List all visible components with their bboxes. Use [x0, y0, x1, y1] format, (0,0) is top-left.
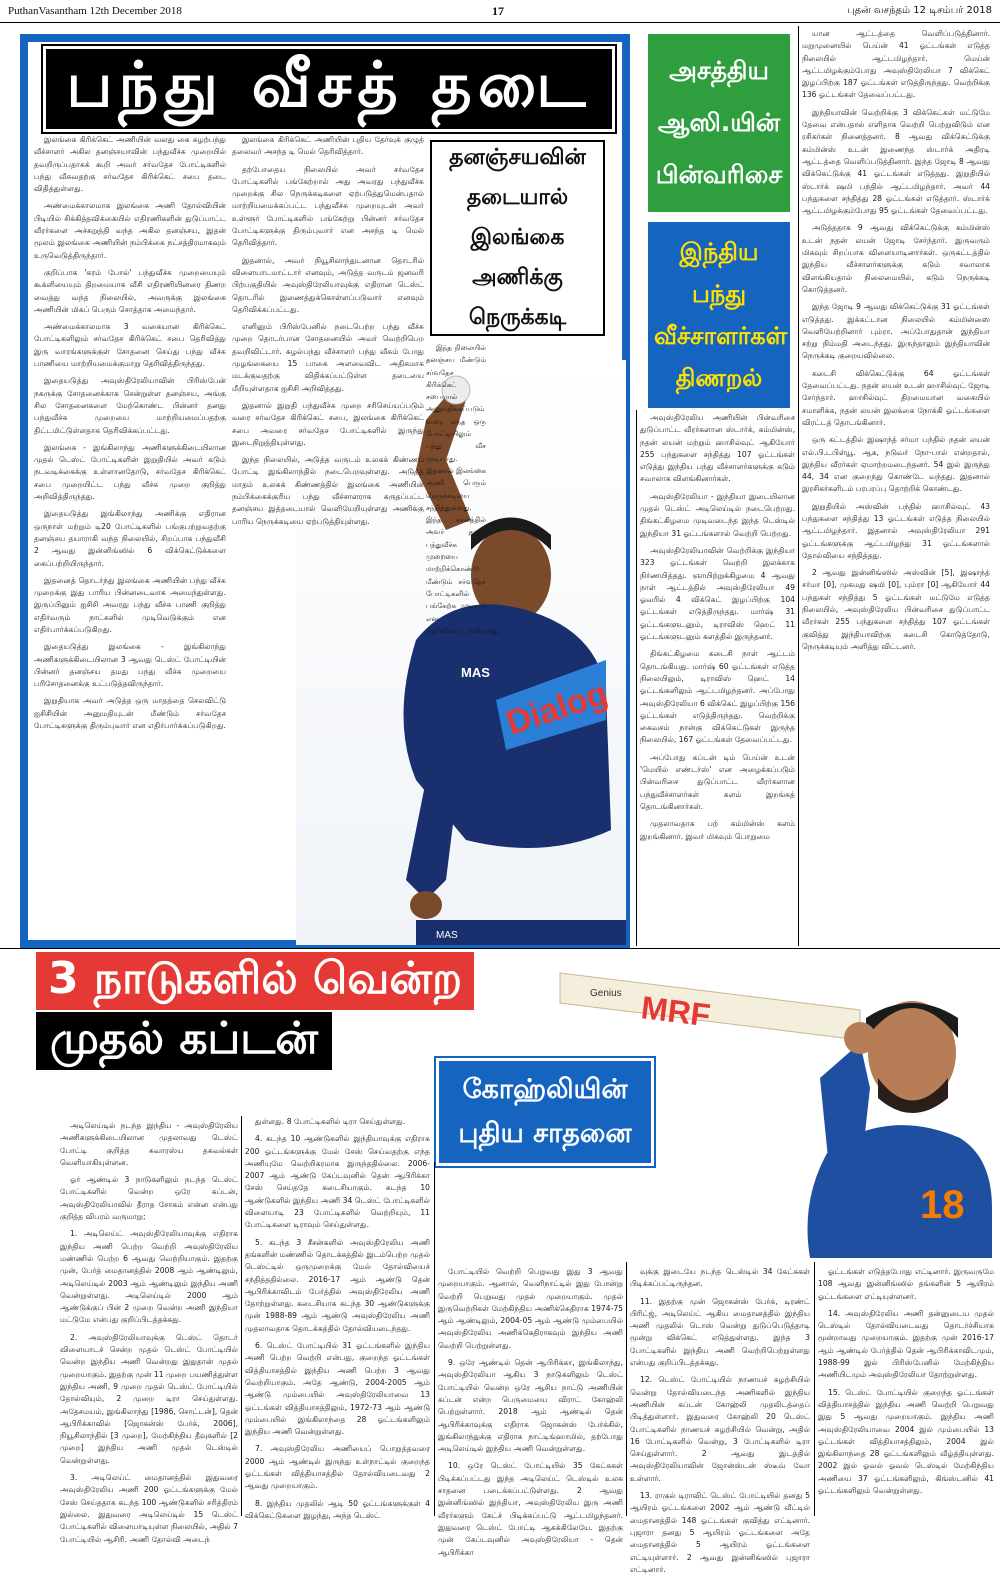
column-rule: [798, 26, 799, 946]
article-paragraph: யான ஆட்டத்தை வெளிப்படுத்தினார். மறுமுனையில் பெய்ன் 41 ஓட்டங்கள் எடுத்த நிலையில் ஆட்டமிழந்தார். மெய்ன் ஆட்டமிழக்கும்போது அவுஸ்திரேலியா 7 விக்கெட் இழப்பிற்கு 187 ஓட்டங்கள் எடுத்திருந்தது. வெற்றிக்கு 136 ஓட்டங்கள் தேவைப்பட்டது.: [802, 29, 990, 100]
article-paragraph: 6. டெஸ்ட் போட்டியில் 31 ஓட்டங்களில் இந்திய அணி பெற்ற வெற்றி என்பது, குறைந்த ஓட்டங்கள் வித்தியாசத்தில் இந்திய அணி பெற்ற 3 ஆவது வெற்றியாகும். அதே ஆண்டு, 2004-2005 ஆம் ஆண்டு மும்பையில் அவுஸ்திரேலியாவை 13 ஓட்டங்கள் வித்தியாசத்திலும், 1972-73 ஆம் ஆண்டு மும்பையில் இங்கிலாந்தை 28 ஓட்டங்களிலும் இந்திய அணி வென்றுள்ளது.: [245, 1341, 430, 1437]
article-paragraph: 12. டெஸ்ட் போட்டியில் நாணயச் சுழற்சியில் வென்று தோல்வியடைந்த அணிகளில் இந்திய அணியின் கப்டன் கோஹ்லி முதலிடத்தைப் பிடித்துள்ளார். இதுவரை கோஹ்லி 20 டெஸ்ட் போட்டிகளில் நாணயச் சுழற்சியில் வென்று, அதில் 16 போட்டிகளில் வென்று, 3 போட்டிகளில் டிரா செய்துள்ளார். 2 ஆவது இடத்தில் அவுஸ்திரேலியாவின் ஜோன்ஸ்டன் ஸ்டீவ் வோ உள்ளார்.: [630, 1375, 810, 1483]
story2-subhead: [648, 222, 790, 408]
article-paragraph: போட்டியில் வெற்றி பெறுவது இது 3 ஆவது முறையாகும். ஆனால், வெளிநாட்டில் இது போன்று வெற்றி பெறுவது முதல் முறையாகும். முதல் இருவெற்றிகள் மேற்கிந்திய அணிக்கெதிராக 1974-75 ஆம் ஆண்டிலும், 2004-05 ஆம் ஆண்டு மும்பையில் அவுஸ்திரேலிய அணிக்கெதிராகவும் இந்திய அணி வெற்றி பெற்றுள்ளது.: [438, 1267, 623, 1350]
story2-col-right: [802, 28, 990, 942]
article-paragraph: இலங்கை கிரிக்கெட் அணியின் புதிய தேர்வுக் குழுத் தலைவர் அசந்த டி மெல் தெரிவித்தார்.: [232, 135, 424, 157]
story1-subhead-text: தனஞ்சயவின் தடையால் இலங்கை அணிக்கு நெருக்கடி: [449, 145, 586, 330]
story3-headline-line1-box: [36, 952, 474, 1010]
column-rule: [636, 410, 637, 946]
article-paragraph: இதனைத் தொடர்ந்து இலங்கை அணியின் பந்து வீச்சு முறைக்கு இது பாரிய பின்னடைவாக அமைந்துள்ளது. இருப்பினும் ஐசிசி அவரது பந்து வீச்சு பாணி குறித்து எதிர்வரும் நாட்களில் முடிவெடுக்கும் என எதிர்பார்க்கப்படுகிறது.: [34, 575, 226, 634]
article-paragraph: இறுதியில் அஸ்வின் பந்தில் ஹாசில்வுட் 43 பந்துகளை சந்தித்து 13 ஓட்டங்கள் எடுத்த நிலையில் ஆட்டமிழந்தார். இதனால் அவுஸ்திரேலியா 291 ஓட்டங்களுக்கு ஆட்டமிழந்து 31 ஓட்டங்களால் தோல்வியை சந்தித்தது.: [802, 501, 990, 560]
story2-col-mid: [640, 412, 795, 940]
article-paragraph: இலங்கை - இங்கிலாந்து அணிகளுக்கிடையிலான முதல் டெஸ்ட் போட்டிகளின் இறுதியில் அவர் கடும் நடவடிக்கைக்கு உள்ளானதோடு, சர்வதேச கிரிக்கெட் சபை முறையிட்ட பந்து வீச்சு முறை குறித்து அறிவித்திருந்தது.: [34, 442, 226, 502]
story3-headline-line2-box: [36, 1012, 332, 1070]
article-paragraph: இதையடுத்து இங்கிலாந்து அணிக்கு எதிரான ஒருநாள் மற்றும் டி20 போட்டிகளில் பங்குபற்றுவதற்கு தனஞ்சய தயாராகி வந்த நிலையில், சிறப்பாக பந்துவீசி 2 ஆவது இன்னிங்ஸில் 6 விக்கெட்டுக்களை கைப்பற்றியிருந்தார்.: [34, 509, 226, 568]
article-paragraph: வுக்கு இடையே நடந்த டெஸ்டில் 34 கேட்சுகள் பிடிக்கப்பட்டிருந்தன.: [630, 1267, 810, 1289]
story2-headline-text: அசத்திய ஆஸி.யின் பின்வரிசை: [655, 56, 783, 189]
trouser-brand: MAS: [436, 930, 458, 941]
article-paragraph: 8. இந்திய முதலில் ஆடி 50 ஓட்டங்களுக்குள் 4 விக்கெட்டுகளை இழந்து, அந்த டெஸ்ட்: [245, 1498, 430, 1520]
story3-headline-line2: முதல் கப்டன்: [50, 1012, 318, 1064]
masthead-left: PuthanVasantham 12th December 2018: [8, 5, 182, 17]
article-paragraph: 10. ஒரே டெஸ்ட் போட்டியில் 35 கேட்சுகள் பிடிக்கப்பட்டது இந்த அடிலெய்ட் டெஸ்டில் உலக சாதனை படைக்கப்பட்டுள்ளது. 2 ஆவது இன்னிங்ஸில் இந்தியா, அவுஸ்திரேலிய இரு அணி வீரர்களும் கேட்ச் பிடிக்கப்பட்டு ஆட்டமிழந்தனர். இதுவரை டெஸ்ட் போட்டி ஆகக்கிலேயே. இதற்கு முன் கேப்டவுனில் அவுஸ்திரேலியா - தென் ஆபிரிக்கா: [438, 1461, 623, 1557]
article-paragraph: 13. ராகுல் டிராவிட் டெஸ்ட் போட்டியில் தனது 5 ஆயிரம் ஓட்டங்களை 2002 ஆம் ஆண்டு வீட்டில் மைதானத்தில் 148 ஓட்டங்கள் குவித்து எட்டினார். புஜாரா தனது 5 ஆயிரம் ஓட்டங்களை அதே மைதானத்தில் 5 ஆயிரம் ஓட்டங்களை எட்டியுள்ளார். 2 ஆவது இன்னிங்ஸில் புஜாரா எட்டினார்.: [630, 1491, 810, 1574]
article-paragraph: அடிலெய்டில் நடந்த இந்திய - அவுஸ்திரேலிய அணிகளுக்கிடையிலான முதலாவது டெஸ்ட் போட்டி குறித்த சுவாரஸ்ய தகவல்கள் வெளியாகியுள்ளன.: [60, 1121, 238, 1167]
article-paragraph: இதையடுத்து அவுஸ்திரேலியாவின் பிரிஸ்பேன் நகருக்கு சோதனைக்காக சென்றுள்ள தனஞ்சய, அங்கு சில சோதனைகளை மேற்கொண்ட பின்னர் தனது பந்துவீச்சு முறையை மாற்றியமைப்பதற்கு திட்டமிட்டுள்ளதாக தெரிவிக்கப்பட்டது.: [34, 376, 226, 435]
article-paragraph: இலங்கை கிரிக்கெட் அணியின் வலது கை சுழற்பந்து வீச்சாளர் அகில தனஞ்சயாவின் பந்துவீச்சு முறையில் தவறிருப்பதாகக் கூறி அவர் சர்வதேச போட்டிகளில் பந்து வீசுவதற்கு சர்வதேச கிரிக்கெட் சபை தடை விதித்துள்ளது.: [34, 135, 226, 194]
story3-subhead-text: கோஹ்லியின் புதிய சாதனை: [458, 1074, 632, 1149]
article-paragraph: இந்த நிலையில், அடுத்த வருடம் உலகக் கிண்ணப் போட்டி இங்கிலாந்தில் நடைபெறவுள்ளது. அடுத்த மாதம் உலகக் கிண்ணத்தில் இலங்கை அணியின் நம்பிக்கைக்குரிய பந்து வீச்சாளராக கருதப்பட்ட தனஞ்சய இத்தடையால் வெளியேறியுள்ளது அணிக்கு பாரிய நெருக்கடியை ஏற்படுத்தியுள்ளது.: [232, 455, 424, 526]
shirt-sponsor: Dialog: [501, 674, 613, 743]
section-divider: [0, 948, 1000, 949]
masthead: [0, 0, 1000, 23]
story3-subhead: [436, 1058, 654, 1166]
article-paragraph: ஓட்டங்கள் எடுத்தபோது எட்டினார். இருவருமே 108 ஆவது இன்னிங்ஸில் தங்களின் 5 ஆயிரம் ஓட்டங்களை எட்டியுள்ளனர்.: [818, 1267, 994, 1301]
article-paragraph: அண்மைக்காலமாக இலங்கை அணி தோல்வியின் பிடியில் சிக்கித்தவிக்கையில் எதிரணிகளின் துடுப்பாட்ட வீரர்களை அச்சுறுத்தி வந்த அகில தனஞ்சய, இதன் மூலம் இலங்கை அணியின் நம்பிக்கை நட்சத்திரமாகவும் உருவெடுத்திருந்தார்.: [34, 201, 226, 260]
story1-col3: [426, 342, 501, 635]
story3-col2: [245, 1116, 430, 1520]
story3-col4: [630, 1266, 810, 1574]
article-paragraph: அவுஸ்திரேலிய அணியின் பின்வரிசை துடுப்பாட்ட வீரர்களான ஸ்டார்க், கம்மின்ஸ், நதன் லயன் மற்றும் ஹாசில்வுட் ஆகியோர் 255 பந்துகளை சந்தித்து 107 ஓட்டங்கள் எடுத்து இந்திய பந்து வீச்சாளர்களுக்கு கடும் சவாலாக விளங்கினார்கள்.: [640, 413, 795, 484]
story1-col1: [34, 134, 226, 934]
column-rule: [814, 1262, 815, 1516]
story3-headline-line1: 3 நாடுகளில் வென்ற: [48, 952, 463, 1004]
page-number: 17: [492, 4, 504, 18]
article-paragraph: அப்போது கப்டன் டிம் பெய்ன் உடன் 'மெயில் எண்டர்ஸ்' என அழைக்கப்படும் பின்வரிசை துடுப்பாட்ட வீரர்களான பந்துவீச்சாளர்கள் களம் இறங்கத் தொடங்கினார்கள்.: [640, 752, 795, 811]
shirt-brand: MAS: [461, 665, 490, 680]
article-paragraph: 1. அடிலெய்ட் அவுஸ்திரேலியாவுக்கு எதிராக இந்திய அணி பெற்ற வெற்றி அவுஸ்திரேலிய மண்ணில் பெற்ற 6 ஆவது வெற்றியாகும். இதற்கு முன், பேர்த் மைதானத்தில் 2008 ஆம் ஆண்டிலும், அடிலெய்டில் 2003 ஆம் ஆண்டிலும் இந்திய அணி வென்றுள்ளது. அடிலெய்டில் 2000 ஆம் ஆண்டுக்குப் பின் 2 முறை வென்ற அணி இந்தியா மட்டுமே என்பது குறிப்பிடத்தக்கது.: [60, 1229, 238, 1325]
bat-brand: MRF: [639, 989, 713, 1034]
story1-col2: [232, 134, 424, 934]
article-paragraph: 2 ஆவது இன்னிங்ஸில் அஸ்வின் [5], இஷாந்த் சர்மா [0], முகமது ஷமி [0], பும்ரா [0] ஆகியோர் 44 பந்துகள் சந்தித்து 5 ஓட்டங்கள் மட்டுமே எடுத்த நிலையில், அவுஸ்திரேலிய பின்வரிசை துடுப்பாட்ட வீரர்கள் 255 பந்துகளை சந்தித்து 107 ஓட்டங்கள் குவித்து இந்தியாவிற்கு கடைசி கொடுத்தோடு, நெருக்கடியும் அளித்து விட்டனர்.: [802, 568, 990, 651]
story3-headline-block: [8, 952, 568, 1070]
article-paragraph: முதலாவதாக பற் கம்மின்ஸ் களம் இறங்கினார். இவர் மிகவும் பொறுமை: [640, 819, 795, 841]
story3-col3: [438, 1266, 623, 1557]
story1-subhead: [430, 140, 605, 336]
article-paragraph: இதனால் இறுதி பந்துவீச்சு முறை சரிசெய்யப்படும் வரை சர்வதேச கிரிக்கெட் சபை, இலங்கை கிரிக்கெட் சபை அவரை சர்வதேச போட்டிகளில் இருந்து இடைநிறுத்தியுள்ளது.: [232, 400, 424, 447]
story3-col1: [60, 1120, 238, 1544]
article-paragraph: திங்கட்கிழமை கடைசி நாள் ஆட்டம் தொடங்கியது. மார்ஷ் 60 ஓட்டங்கள் எடுத்த நிலையிலும், டிராவிஸ் ஹெட் 14 ஓட்டங்களிலும் ஆட்டமிழந்தனர். அப்போது அவுஸ்திரேலியா 6 விக்கெட் இழப்பிற்கு 156 ஓட்டங்கள் எடுத்திருந்தது. வெற்றிக்கு கைவசம் நான்கு விக்கெட்டுகள் இருந்த நிலையில், 167 ஓட்டங்கள் தேவைப்பட்டது.: [640, 649, 795, 745]
article-paragraph: அவுஸ்திரேலியாவின் வெற்றிக்கு இந்தியா 323 ஓட்டங்கள் வெற்றி இலக்காக நிர்ணயித்தது. ஞாயிற்றுக்கிழமை 4 ஆவது நாள் ஆட்டத்தில் அவுஸ்திரேலியா 49 ஓவரில் 4 விக்கெட் இழப்பிற்கு 104 ஓட்டங்கள் எடுத்திருந்தது. மார்ஷ் 31 ஓட்டங்களுடனும், டிராவிஸ் ஹெட் 11 ஓட்டங்களுடனும் களத்தில் இருந்தனர்.: [640, 545, 795, 642]
article-paragraph: அண்மைக்காலமாக 3 வகையான கிரிக்கெட் போட்டிகளிலும் சர்வதேச கிரிக்கெட் சபை தெரிவித்து இரு வாரங்களுக்குள் சோதனை செய்து பந்து வீச்சு பாணியை மாற்றியமைக்குமாறு தெரிவித்திருந்தது.: [34, 322, 226, 369]
article-paragraph: இந்த ஜோடி 9 ஆவது விக்கெட்டுக்கு 31 ஓட்டங்கள் எடுத்தது. இக்கட்டான நிலையில் கம்மின்ஸை வெளியேற்றினார் பும்ரா. அப்போதுதான் இந்தியா சற்று நிம்மதி அடைந்தது. இருந்தாலும் இந்தியாவின் நெருக்கடி குறையவில்லை.: [802, 302, 990, 361]
article-paragraph: 5. கடந்த 3 சீசன்களில் அவுஸ்திரேலிய அணி தங்களின் மண்ணில் தொடக்கத்தில் இடம்பெற்ற முதல் டெஸ்ட்டில் ஒருமுறைக்கு மேல் தோல்வியைச் சந்தித்ததில்லை. 2016-17 ஆம் ஆண்டு தென் ஆபிரிக்காவிடம் பேர்த்தில் அவுஸ்திரேலிய அணி தோற்றுள்ளது. கடைசியாக கடந்த 30 ஆண்டுகளுக்கு முன் 1988-89 ஆம் ஆண்டு அவுஸ்திரேலிய அணி முதலாவதாக தொடக்கத்தில் தோல்வியடைந்தது.: [245, 1237, 430, 1333]
article-paragraph: குறிப்பாக 'கரம் போல்' பந்துவீச்சு முறையையும் கூக்ளியையும் திறமையாக வீசி எதிரணியினரை திணற வைத்து வந்த நிலையில், அவருக்கு இலங்கை அணியின் மிகப் பெரும் சொத்தாக அமைந்தார்.: [34, 267, 226, 314]
story2-headline: [648, 34, 790, 212]
article-paragraph: 4. கடந்த 10 ஆண்டுகளில் இந்தியாவுக்கு எதிராக 200 ஓட்டங்களுக்கு மேல் சேஸ் செய்வதற்கு எந்த அணியுமே வெற்றிகரமாக இருந்ததில்லை. 2006-2007 ஆம் ஆண்டு கேப்டவுனில் தென் ஆபிரிக்கா சேஸ் செய்ததே கடைசியாகும். கடந்த 10 ஆண்டுகளில் இந்திய அணி 34 டெஸ்ட் போட்டிகளில் விளையாடி 23 போட்டிகளில் வெற்றியும், 11 போட்டிகளை டிராவும் செய்துள்ளது.: [245, 1134, 430, 1230]
article-paragraph: இந்த நிலையில் தனஞ்சய மீண்டும் சர்வதேச கிரிக்கெட் சபையால் அனுமதிக்கப்படும் வரை எந்த ஒரு போட்டியிலும் பந்து வீச முடியாது. இதனால் இலங்கை அணி பெரும் நெருக்கடியை சந்தித்துள்ளது. இந்த காலத்தில் அவர் தனது பந்துவீச்சு முறையை மாற்றிக்கொண்டு மீண்டும் சர்வதேச போட்டிகளில் பங்கேற்க முடியும் என தெரிவிக்கப்படுகின்றது.: [426, 344, 501, 635]
article-paragraph: தற்போதைய நிலையில் அவர் சர்வதேச போட்டிகளில் பங்கேற்றால் அது அவரது பந்துவீச்சு முறைக்கு சில நெருக்கடிகளை ஏற்படுத்துமென்பதால் மாற்றியமைக்கப்பட்ட பந்துவீச்சு முறையுடன் அவர் உள்ளூர் போட்டிகளில் பங்கேற்று பின்னர் சர்வதேச போட்டிகளுக்கு திரும்புவார் என அசந்த டி மெல் தெரிவித்தார்.: [232, 164, 424, 248]
story1-headline-text: பந்து வீசத் தடை: [66, 48, 592, 121]
article-paragraph: துள்ளது. 8 போட்டிகளில் டிரா செய்துள்ளது.: [255, 1117, 406, 1126]
article-paragraph: ஓர் ஆண்டில் 3 நாடுகளிலும் நடந்த டெஸ்ட் போட்டிகளில் வென்ற ஒரே கப்டன், அவுஸ்திரேலியாவில் தீராத சோகம் என்ன என்பது குறித்த விபரம் வருமாறு;: [60, 1175, 238, 1222]
article-paragraph: அடுத்ததாக 9 ஆவது விக்கெட்டுக்கு கம்மின்ஸ் உடன் நதன் லயன் ஜோடி சேர்ந்தார். இருவரும் மிகவும் சிறப்பாக விளையாடினார்கள். ஒருகட்டத்தில் இந்திய வீச்சாளர்களுக்கு கடும் சவாலாக விளங்கியதால் நிலைமையில், கடும் நெருக்கடி கொடுத்தனர்.: [802, 223, 990, 294]
article-paragraph: இதையடுத்து இலங்கை - இங்கிலாந்து அணிகளுக்கிடையிலான 3 ஆவது டெஸ்ட் போட்டியின் பின்னர் தனஞ்சய தமது பந்து வீச்சு முறையை பரிசோதனைக்கு உட்படுத்தவிருந்தார்.: [34, 642, 226, 689]
article-paragraph: 9. ஒரே ஆண்டில் தென் ஆபிரிக்கா, இங்கிலாந்து, அவுஸ்திரேலியா ஆகிய 3 நாடுகளிலும் டெஸ்ட் போட்டியில் வென்ற ஒரே ஆசிய நாட்டு அணியின் கப்டன் என்ற பெருமையை விராட் கோஹ்லி பெற்றுள்ளார். 2018 ஆம் ஆண்டில் தென் ஆபிரிக்காவுக்கு எதிராக ஜொகன்ஸ் பேர்க்கில், இங்கிலாந்துக்கு எதிராக நாட்டிங்ஹாமில், தற்போது அடிலெய்டில் இந்திய அணி வென்றுள்ளது.: [438, 1358, 623, 1454]
article-paragraph: 14. அவுஸ்திரேலிய அணி தன்னுடைய முதல் டெஸ்டில் தோல்வியடைவது தொடர்ச்சியாக மூன்றாவது முறையாகும். இதற்கு முன் 2016-17 ஆம் ஆண்டில் பேர்த்தில் தென் ஆபிரிக்காவிடமும், 1988-99 இல் பிரிஸ்பேனில் மேற்கிந்திய அணியிடமும் அவுஸ்திரேலியா தோற்றுள்ளது.: [818, 1308, 994, 1380]
article-paragraph: 3. அடிலெய்ட் மைதானத்தில் இதுவரை அவுஸ்திரேலிய அணி 200 ஓட்டங்களுக்கு மேல் சேஸ் செய்ததாக கடந்த 100 ஆண்டுகளில் சரித்திரம் இல்லை. இதுவரை அடிலெய்டில் 15 டெஸ்ட் போட்டிகளில் விளையாடியுள்ள நிலையில், அதில் 7 போட்டியில் ஆசிரி. அணி தோல்வி அடைந்: [60, 1473, 238, 1544]
article-paragraph: கடைசி விக்கெட்டுக்கு 64 ஓட்டங்கள் தேவைப்பட்டது. நதன் லயன் உடன் ஹாசில்வுட் ஜோடி சேர்ந்தார். ஹாசில்வுட் திறமையான வகையில் சமாளிக்க, நதன் லயன் இலக்கை நோக்கி ஓட்டங்களை விரட்டத் தொடங்கினார்.: [802, 368, 990, 427]
story2-subhead-text: இந்திய பந்து வீச்சாளர்கள் திணறல்: [654, 238, 788, 392]
bat-sub-label: Genius: [590, 988, 622, 999]
column-rule: [241, 1116, 242, 1516]
article-paragraph: ஒரு கட்டத்தில் இஷாந்த் சர்மா பந்தில் நதன் லயன் எல்.பி.டபிள்யூ. ஆக, நடுவர் நோ-பால் என்றதால், இந்திய வீரர்கள் ஏமாற்றமடைந்தனர். 54 இல் இருந்து 44, 34 என குறைந்து கொண்டே வந்தது. இதனால் இரசிகர்களிடம் பரபரப்பு தொற்றிக் கொண்டது.: [802, 435, 990, 494]
article-paragraph: 2. அவுஸ்திரேலியாவுக்கு டெஸ்ட் தொடர் விளையாடச் சென்ற முதல் டெஸ்ட் போட்டியில் வென்ற இந்திய அணி வென்றது இதுதான் முதல் முறையாகும். இதற்கு முன் 11 முறை பயணித்துள்ள இந்திய அணி, 9 முறை முதல் டெஸ்ட் போட்டியில் தோல்வியும், 2 முறை டிரா செய்துள்ளது. அதேசமயம், இங்கிலாந்து [1986, சொட்டன்], தென் ஆபிரிக்காவில் [ஜொகன்ஸ் பேர்க், 2006], நியூசிலாந்தில் [3 முறை], மேற்கிந்திய தீவுகளில் [2 முறை] இந்திய அணி முதல் டெஸ்டில் வென்றுள்ளது.: [60, 1332, 238, 1465]
story1-headline: [43, 46, 615, 132]
article-paragraph: எனினும் பிரிஸ்பேனில் நடைபெற்ற பந்து வீச்சு முறை தொடர்பான சோதனையில் அவர் வெற்றிபெற தவறிவிட்டார். சுழல்பந்து வீச்சாளர் பந்து வீசும் போது முழங்கையை 15 பாகை அளவைவிட அதிகமாக மடக்குவதற்கு விதிக்கப்பட்டுள்ள தடையை மீறியுள்ளதாக ஐசிசி அறிவித்தது.: [232, 322, 424, 393]
column-rule: [626, 1262, 627, 1516]
article-paragraph: அவுஸ்திரேலியா - இந்தியா இடையிலான முதல் டெஸ்ட் அடிலெய்டில் நடைபெற்றது. திங்கட்கிழமை முடிவடைந்த இந்த டெஸ்டில் இந்தியா 31 ஓட்டங்களால் வெற்றி பெற்றது.: [640, 491, 795, 538]
article-paragraph: இதனால், அவர் நியூசிலாந்துடனான தொடரில் விளையாடமாட்டார் எனவும், அடுத்த வருடம் ஜனவரி பிற்பகுதியில் அவுஸ்திரேலியாவுக்கு எதிரான டெஸ்ட் தொடரில் இணைத்துக்கொள்ளப்படுவார் எனவும் தெரிவிக்கப்பட்டது.: [232, 255, 424, 314]
masthead-right: புதன் வசந்தம் 12 டிசம்பர் 2018: [847, 5, 992, 16]
article-paragraph: இந்தியாவின் வெற்றிக்கு 3 விக்கெட்கள் மட்டுமே தேவை என்பதால் எளிதாக வெற்றி பெற்றுவிடும் என ரசிகர்கள் நினைத்தனர். 8 ஆவது விக்கெட்டுக்கு கம்மின்ஸ் உடன் இணைந்த ஸ்டார்க் அதிரடி ஆட்டத்தை வெளிப்படுத்தினார். இந்த ஜோடி 8 ஆவது விக்கெட்டுக்கு 41 ஓட்டங்கள் எடுத்தது. இறுதியில் ஸ்டார்க் ஷமி பந்தில் ஆட்டமிழந்தார். அவர் 44 பந்துகளை சந்தித்து 28 ஓட்டங்கள் எடுத்தார். ஸ்டார்க் ஆட்டமிழக்கும்போது 95 ஓட்டங்கள் தேவைப்பட்டது.: [802, 107, 990, 216]
article-paragraph: 7. அவுஸ்திரேலிய அணியைப் பொறுத்தவரை 2000 ஆம் ஆண்டில் இருந்து உள்நாட்டில் குறைந்த ஓட்டங்கள் வித்தியாசத்தில் தோல்வியடைவது 2 ஆவது முறையாகும்.: [245, 1444, 430, 1491]
column-rule: [434, 1162, 435, 1516]
article-paragraph: 11. இதற்கு முன் ஜொகன்ஸ் பேர்க், டிரண்ட் பிரிட்ஜ், அடிலெய்ட் ஆகிய மைதானத்தில் இந்திய அணி முதலில் டொஸ் வென்று துடுப்பெடுத்தாடி மூன்று விக்கெட் எடுத்துள்ளது. இந்த 3 போட்டிகளில் இந்திய அணி வெற்றிபெற்றுள்ளது என்பது குறிப்பிடத்தக்கது.: [630, 1296, 810, 1368]
article-paragraph: 15. டெஸ்ட் போட்டியில் குறைந்த ஓட்டங்கள் வித்தியாசத்தில் இந்திய அணி வெற்றி பெறுவது இது 5 ஆவது முறையாகும். இந்திய அணி அவுஸ்திரேலியாவை 2004 இல் மும்பையில் 13 ஓட்டங்கள் வித்தியாசத்திலும், 2004 இல் இங்கிலாந்தை 28 ஓட்டங்களிலும் வீழ்த்தியுள்ளது. 2002 இல் ஓவல் ஓவல் டெஸ்டில் மேற்கிந்திய அணியை 37 ஓட்டங்களிலும், கிங்ஸ்டனில் 41 ஓட்டங்களிலும் வென்றுள்ளது.: [818, 1387, 994, 1496]
article-paragraph: இறுதியாக அவர் அடுத்த ஒரு மாதத்தை செலவிட்டு ஐசிசியின் அனுமதியுடன் மீண்டும் சர்வதேச போட்டிகளுக்கு திரும்புவார் என எதிர்பார்க்கப்படுகிறது.: [34, 696, 226, 731]
jersey-number: 18: [920, 1183, 965, 1227]
story3-col5: [818, 1266, 994, 1515]
